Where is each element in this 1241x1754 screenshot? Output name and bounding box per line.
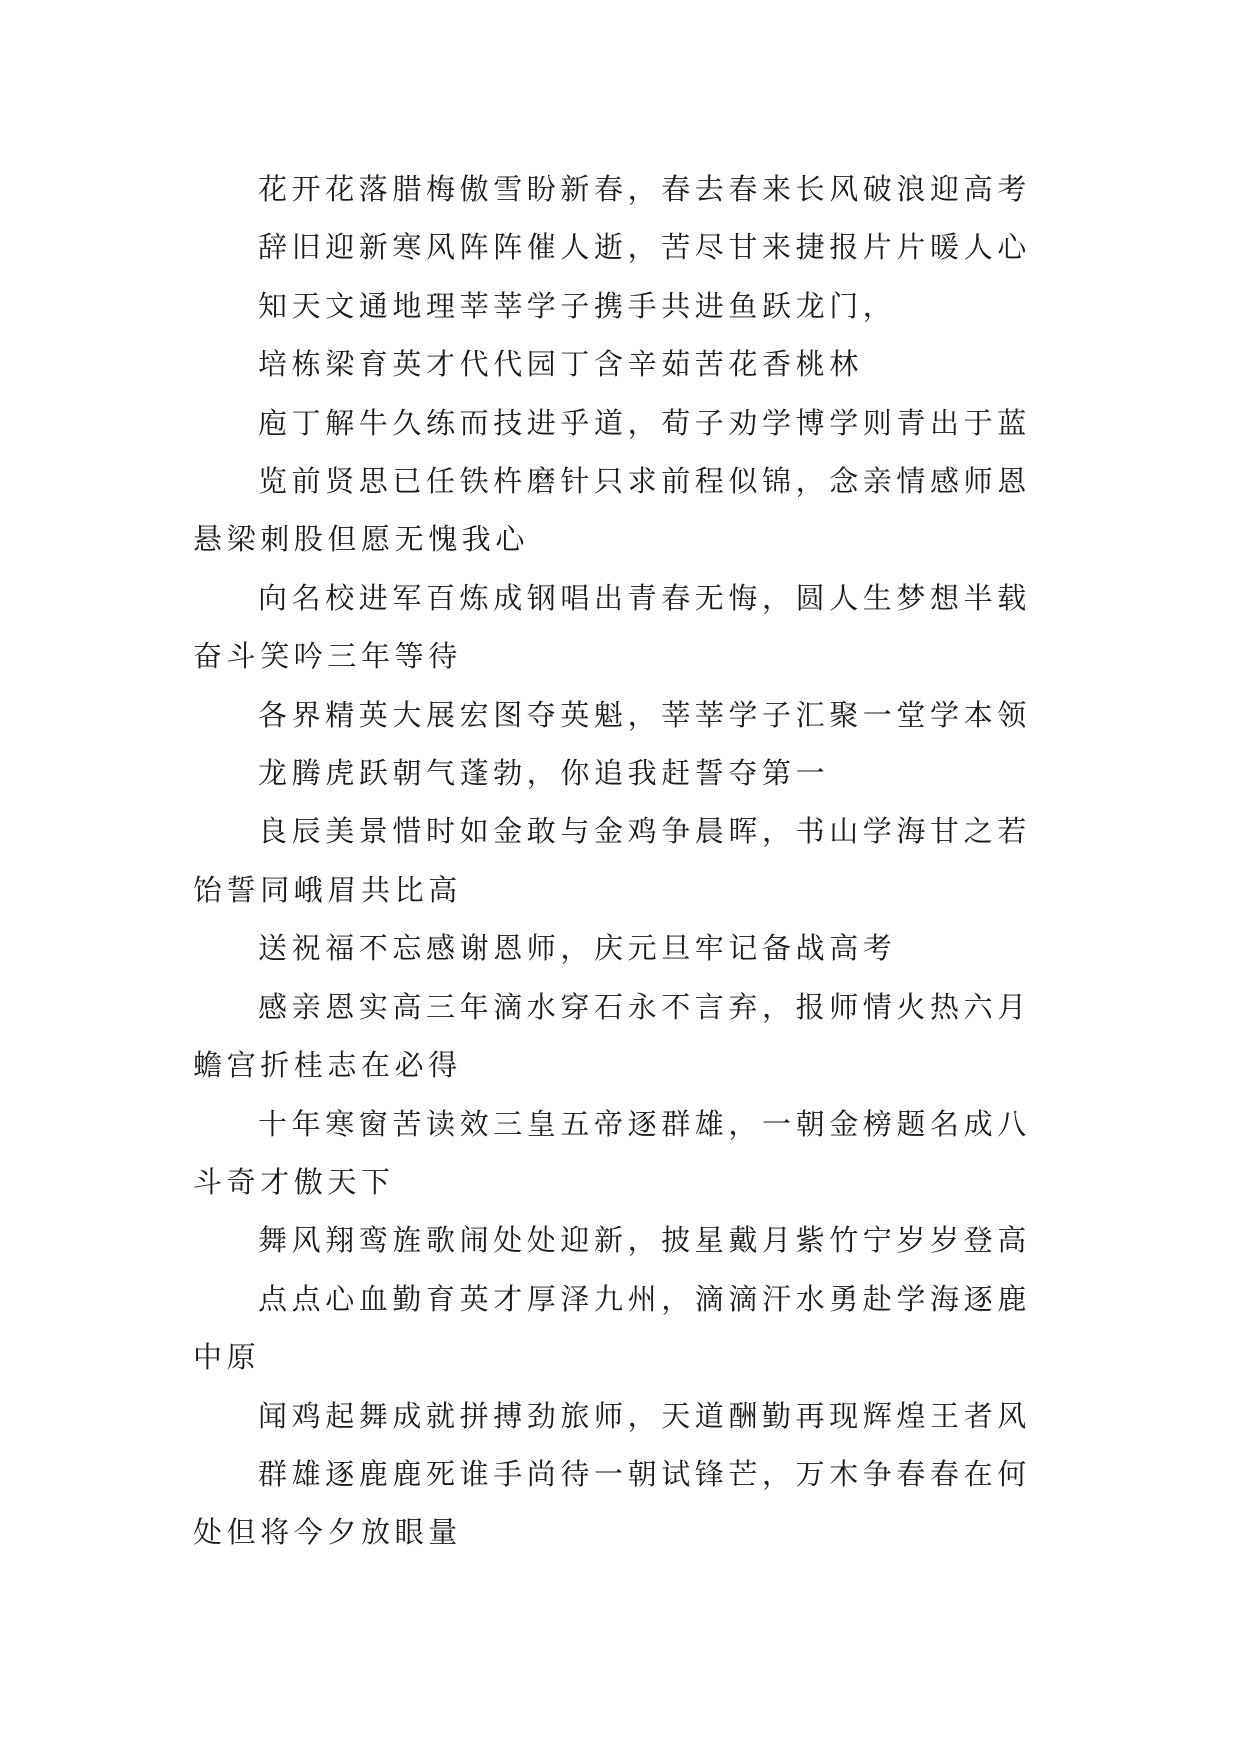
paragraph-12: 感亲恩实高三年滴水穿石永不言弃，报师情火热六月蟾宫折桂志在必得 (193, 989, 1031, 1083)
paragraph-5: 庖丁解牛久练而技进乎道，荀子劝学博学则青出于蓝 (258, 405, 1031, 440)
paragraph-10: 良辰美景惜时如金敢与金鸡争晨晖，书山学海甘之若饴誓同峨眉共比高 (193, 814, 1031, 907)
paragraph-16: 闻鸡起舞成就拼搏劲旅师，天道酬勤再现辉煌王者风 (258, 1398, 1031, 1433)
paragraph-4: 培栋梁育英才代代园丁含辛茹苦花香桃林 (258, 347, 863, 382)
document-body (193, 160, 1053, 1562)
paragraph-14: 舞风翔鸾旌歌闹处处迎新，披星戴月紫竹宁岁岁登高 (258, 1223, 1031, 1258)
paragraph-3: 知天文通地理莘莘学子携手共进鱼跃龙门， (258, 288, 897, 323)
paragraph-9: 龙腾虎跃朝气蓬勃，你追我赶誓夺第一 (258, 756, 830, 791)
paragraph-7: 向名校进军百炼成钢唱出青春无悔，圆人生梦想半载奋斗笑吟三年等待 (193, 580, 1031, 674)
paragraph-1: 花开花落腊梅傲雪盼新春，春去春来长风破浪迎高考 (258, 172, 1031, 206)
paragraph-13: 十年寒窗苦读效三皇五帝逐群雄，一朝金榜题名成八斗奇才傲天下 (193, 1106, 1031, 1199)
paragraph-6: 览前贤思已任铁杵磨针只求前程似锦，念亲情感师恩悬梁刺股但愿无愧我心 (193, 464, 1031, 557)
paragraph-17: 群雄逐鹿鹿死谁手尚待一朝试锋芒，万木争春春在何处但将今夕放眼量 (193, 1456, 1031, 1550)
paragraph-11: 送祝福不忘感谢恩师，庆元旦牢记备战高考 (258, 931, 897, 966)
paragraph-8: 各界精英大展宏图夺英魁，莘莘学子汇聚一堂学本领 (258, 697, 1031, 732)
paragraph-2: 辞旧迎新寒风阵阵催人逝，苦尽甘来捷报片片暖人心 (258, 230, 1031, 265)
paragraph-15: 点点心血勤育英才厚泽九州，滴滴汗水勇赴学海逐鹿中原 (193, 1281, 1031, 1375)
